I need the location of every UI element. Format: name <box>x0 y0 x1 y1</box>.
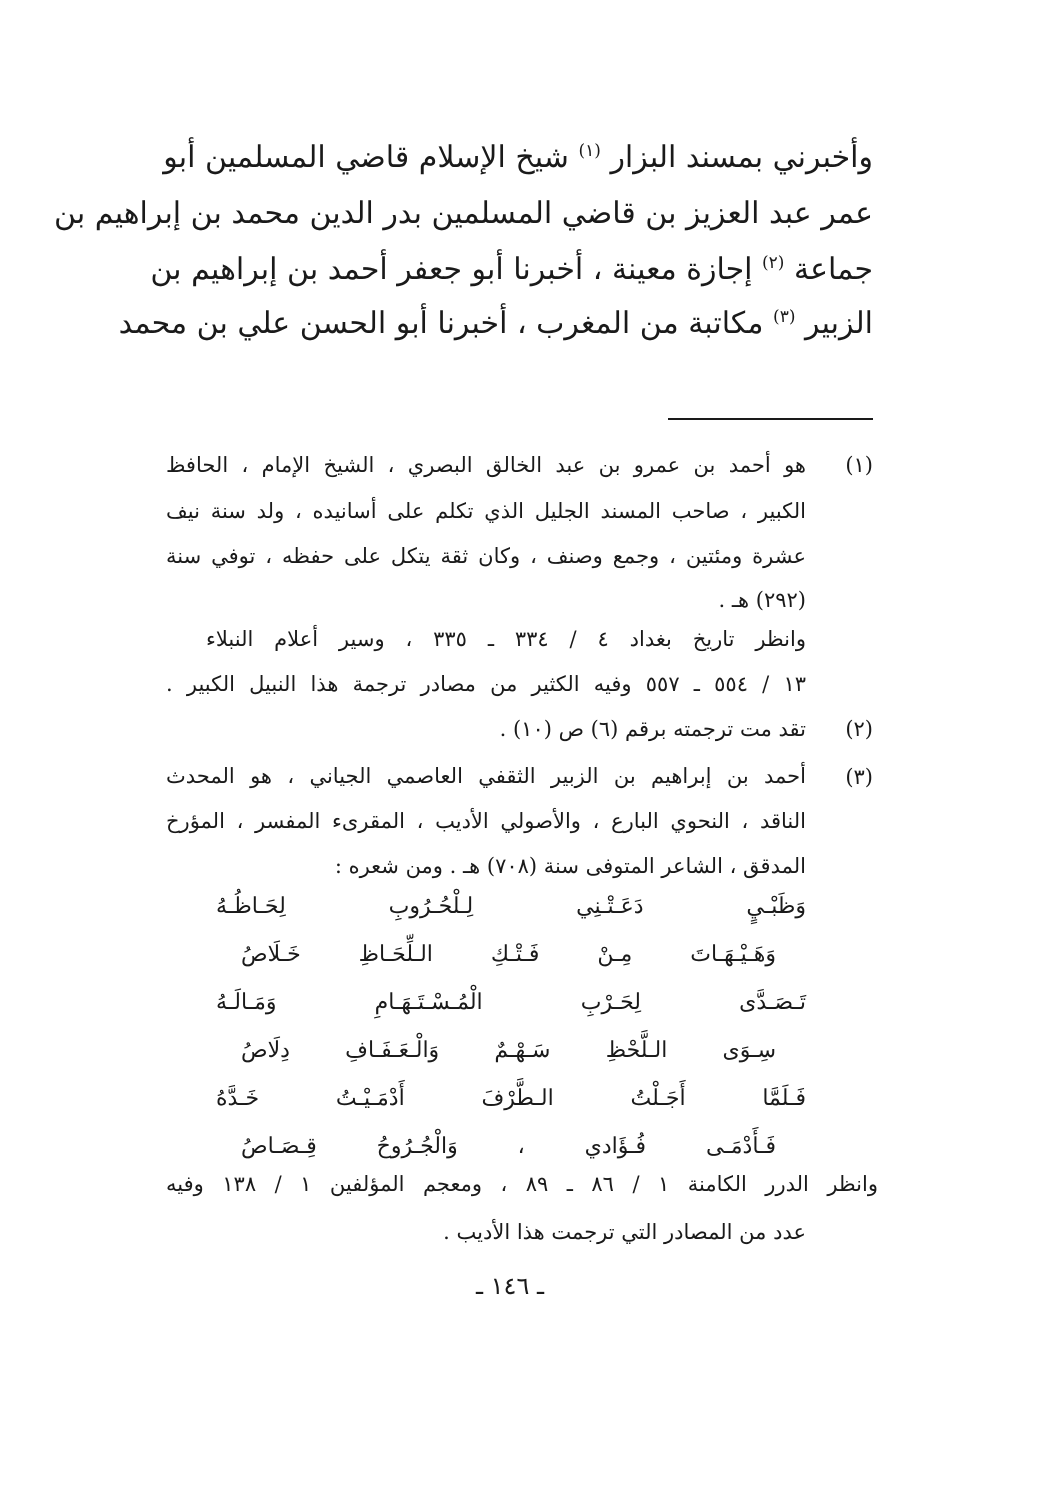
footnote-1-line-6: ١٣ / ٥٥٤ ـ ٥٥٧ وفيه الكثير من مصادر ترجمة هذا النبيل الكبير . <box>166 672 806 696</box>
main-text-line-1 <box>163 128 873 188</box>
verse-line-5: فَـلَمَّا أَجَـلْتُ الـطَّرْفَ أَدْمَـيْـتُ خَـدَّهُ <box>216 1086 806 1111</box>
main-text-line-3 <box>150 240 873 300</box>
footnote-number-3: (٣) <box>845 765 873 789</box>
footnote-1-line-2: الكبير ، صاحب المسند الجليل الذي تكلم على أسانيده ، ولد سنة نيف <box>166 499 806 523</box>
footnote-number-2: (٢) <box>845 717 873 741</box>
page-number: ـ ١٤٦ ـ <box>475 1272 544 1300</box>
main-text-line-2 <box>54 184 873 244</box>
footnote-mark-3: (٣) <box>773 307 796 327</box>
footnote-1-line-1: هو أحمد بن عمرو بن عبد الخالق البصري ، الشيخ الإمام ، الحافظ <box>166 453 806 477</box>
main-text-fragment: عمر عبد العزيز بن قاضي المسلمين بدر الدين محمد بن إبراهيم بن <box>54 196 873 231</box>
main-text-fragment: الزبير <box>805 306 873 341</box>
footnote-1-line-4: (٢٩٢) هـ . <box>718 588 806 612</box>
verse-line-6: فَـأَدْمَـى فُـؤَادي ، وَالْجُـرُوحُ قِـصَـاصُ <box>241 1134 776 1159</box>
main-text-fragment: شيخ الإسلام قاضي المسلمين أبو <box>163 140 569 175</box>
footnote-mark-2: (٢) <box>762 253 785 273</box>
footnote-2-line-1: تقد مت ترجمته برقم (٦) ص (١٠) . <box>499 717 806 741</box>
verse-line-4: سِـوَى الـلَّحْظِ سَـهْـمٌ وَالْـعَـفَـافِ دِلَاصُ <box>241 1038 776 1063</box>
footnote-1-line-3: عشرة ومئتين ، وجمع وصنف ، وكان ثقة يتكل على حفظه ، توفي سنة <box>166 544 806 568</box>
footnote-3-line-5: عدد من المصادر التي ترجمت هذا الأديب . <box>443 1220 806 1244</box>
footnote-3-line-3: المدقق ، الشاعر المتوفى سنة (٧٠٨) هـ . ومن شعره : <box>334 854 806 878</box>
footnote-3-line-2: الناقد ، النحوي البارع ، والأصولي الأديب ، المقرىء المفسر ، المؤرخ <box>166 809 806 833</box>
main-text-fragment: إجازة معينة ، أخبرنا أبو جعفر أحمد بن إبراهيم بن <box>150 252 753 287</box>
footnote-3-line-1: أحمد بن إبراهيم بن الزبير الثقفي العاصمي الجياني ، هو المحدث <box>166 764 806 788</box>
footnote-number-1: (١) <box>845 453 873 477</box>
verse-line-1: وَظَبْـيٍ دَعَـتْـنِي لِـلْحُـرُوبِ لِحَـاظُـهُ <box>216 894 806 919</box>
footnote-mark-1: (١) <box>578 141 601 161</box>
main-text-line-4 <box>118 294 873 354</box>
main-text-fragment: مكاتبة من المغرب ، أخبرنا أبو الحسن علي بن محمد <box>118 306 764 341</box>
main-text-fragment: جماعة <box>793 252 873 287</box>
footnote-3-line-4: وانظر الدرر الكامنة ١ / ٨٦ ـ ٨٩ ، ومعجم المؤلفين ١ / ١٣٨ وفيه <box>166 1172 878 1196</box>
verse-line-3: تَـصَـدَّى لِحَـرْبِ الْمُـسْـتَـهَـامِ وَمَـالَـهُ <box>216 990 806 1015</box>
main-text-fragment: وأخبرني بمسند البزار <box>610 140 873 175</box>
footnote-1-line-5: وانظر تاريخ بغداد ٤ / ٣٣٤ ـ ٣٣٥ ، وسير أعلام النبلاء <box>206 627 806 651</box>
footnote-separator <box>668 418 873 420</box>
verse-line-2: وَهَـيْـهَـاتَ مِـنْ فَـتْـكِ الـلِّحَـاظِ خَـلَاصُ <box>241 942 776 967</box>
